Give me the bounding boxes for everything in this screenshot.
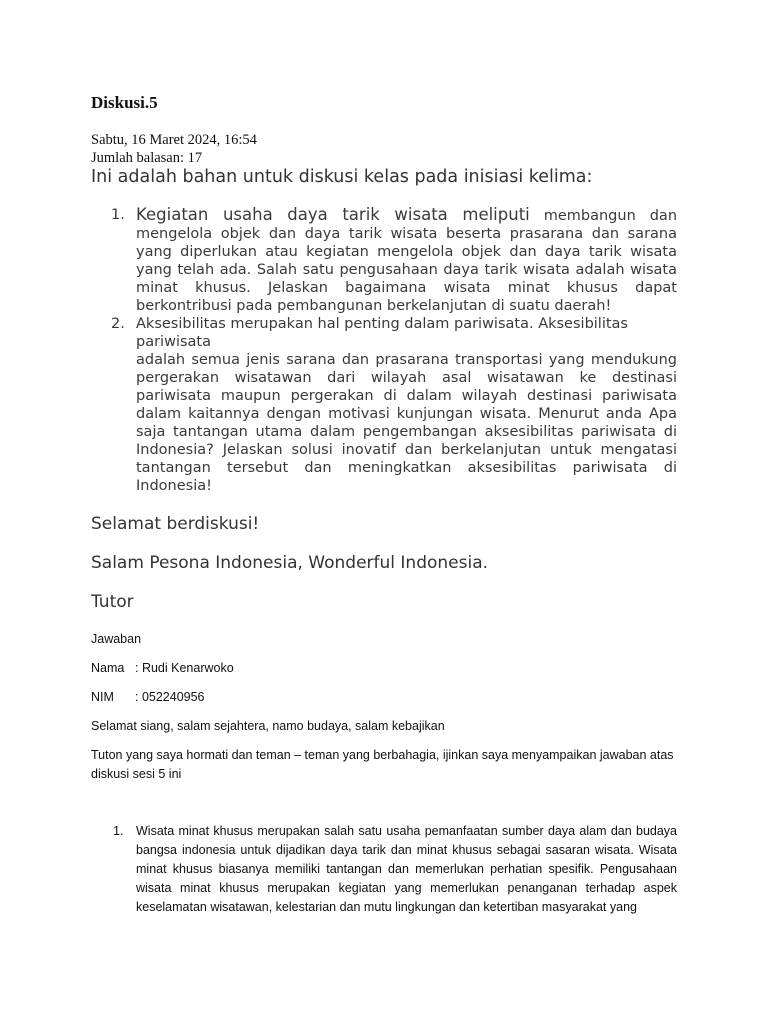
question-body: membangun dan mengelola objek dan daya tarik wisata beserta prasarana dan sarana yang diperlukan atau kegiatan mengelola objek dan daya tarik wisata yang telah ada. Salah satu pengusahaan daya tarik wisata adalah wisata minat khusus. Jelaskan bagaimana wisata minat khusus dapat berkontribusi pada pembangunan berkelanjutan di suatu daerah!: [136, 208, 678, 314]
question-number: 2.: [111, 316, 125, 332]
nim-value: : 052240956: [135, 690, 205, 704]
answer-greeting: Selamat siang, salam sejahtera, namo budaya, salam kebajikan: [91, 719, 445, 733]
question-lead: Kegiatan usaha daya tarik wisata meliputi: [136, 205, 530, 224]
question-list: [111, 206, 677, 495]
answer-item-1: [113, 822, 677, 917]
answer-text: Wisata minat khusus merupakan salah satu usaha pemanfaatan sumber daya alam dan budaya bangsa indonesia untuk dijadikan daya tarik dan minat khusus sebagai sasaran wisata. Wisata minat khusus biasanya memiliki tantangan dan memerlukan perhatian spesifik. Pengusahaan wisata minat khusus merupakan kegiatan yang memerlukan penanganan terhadap aspek keselamatan wisatawan, kelestarian dan mutu lingkungan dan ketertiban masyarakat yang: [136, 824, 677, 914]
answer-heading: Jawaban: [91, 632, 142, 646]
signature: Tutor: [91, 592, 134, 612]
question-item-1: [111, 206, 677, 315]
answer-nim-row: [91, 688, 205, 707]
question-number: 1.: [111, 207, 125, 223]
post-intro: Ini adalah bahan untuk diskusi kelas pada inisiasi kelima:: [91, 167, 593, 187]
question-item-2: [111, 315, 677, 495]
name-label: Nama: [91, 661, 125, 675]
nim-label: NIM: [91, 690, 114, 704]
name-value: : Rudi Kenarwoko: [135, 661, 234, 675]
answer-intro: Tuton yang saya hormati dan teman – teman yang berbahagia, ijinkan saya menyampaikan jawaban atas diskusi sesi 5 ini: [91, 748, 674, 781]
answer-number: 1.: [113, 824, 124, 838]
closing-salutation: Salam Pesona Indonesia, Wonderful Indonesia.: [91, 553, 489, 573]
post-title: Diskusi.5: [91, 93, 158, 112]
question-first-line: Aksesibilitas merupakan hal penting dalam pariwisata. Aksesibilitas pariwisata: [136, 316, 628, 350]
question-text: [136, 206, 677, 315]
closing-greeting: Selamat berdiskusi!: [91, 514, 260, 534]
post-date: Sabtu, 16 Maret 2024, 16:54: [91, 132, 257, 148]
answer-name-row: [91, 659, 234, 678]
question-body: adalah semua jenis sarana dan prasarana transportasi yang mendukung pergerakan wisatawan dari wilayah asal wisatawan ke destinasi pariwisata maupun pergerakan di dalam wilayah destinasi pariwisata dalam kaitannya dengan motivasi kunjungan wisata. Menurut anda Apa saja tantangan utama dalam pengembangan aksesibilitas pariwisata di Indonesia? Jelaskan solusi inovatif dan berkelanjutan untuk mengatasi tantangan tersebut dan meningkatkan aksesibilitas pariwisata di Indonesia!: [136, 352, 677, 494]
answer-list: [113, 822, 677, 917]
reply-count: Jumlah balasan: 17: [91, 150, 203, 166]
